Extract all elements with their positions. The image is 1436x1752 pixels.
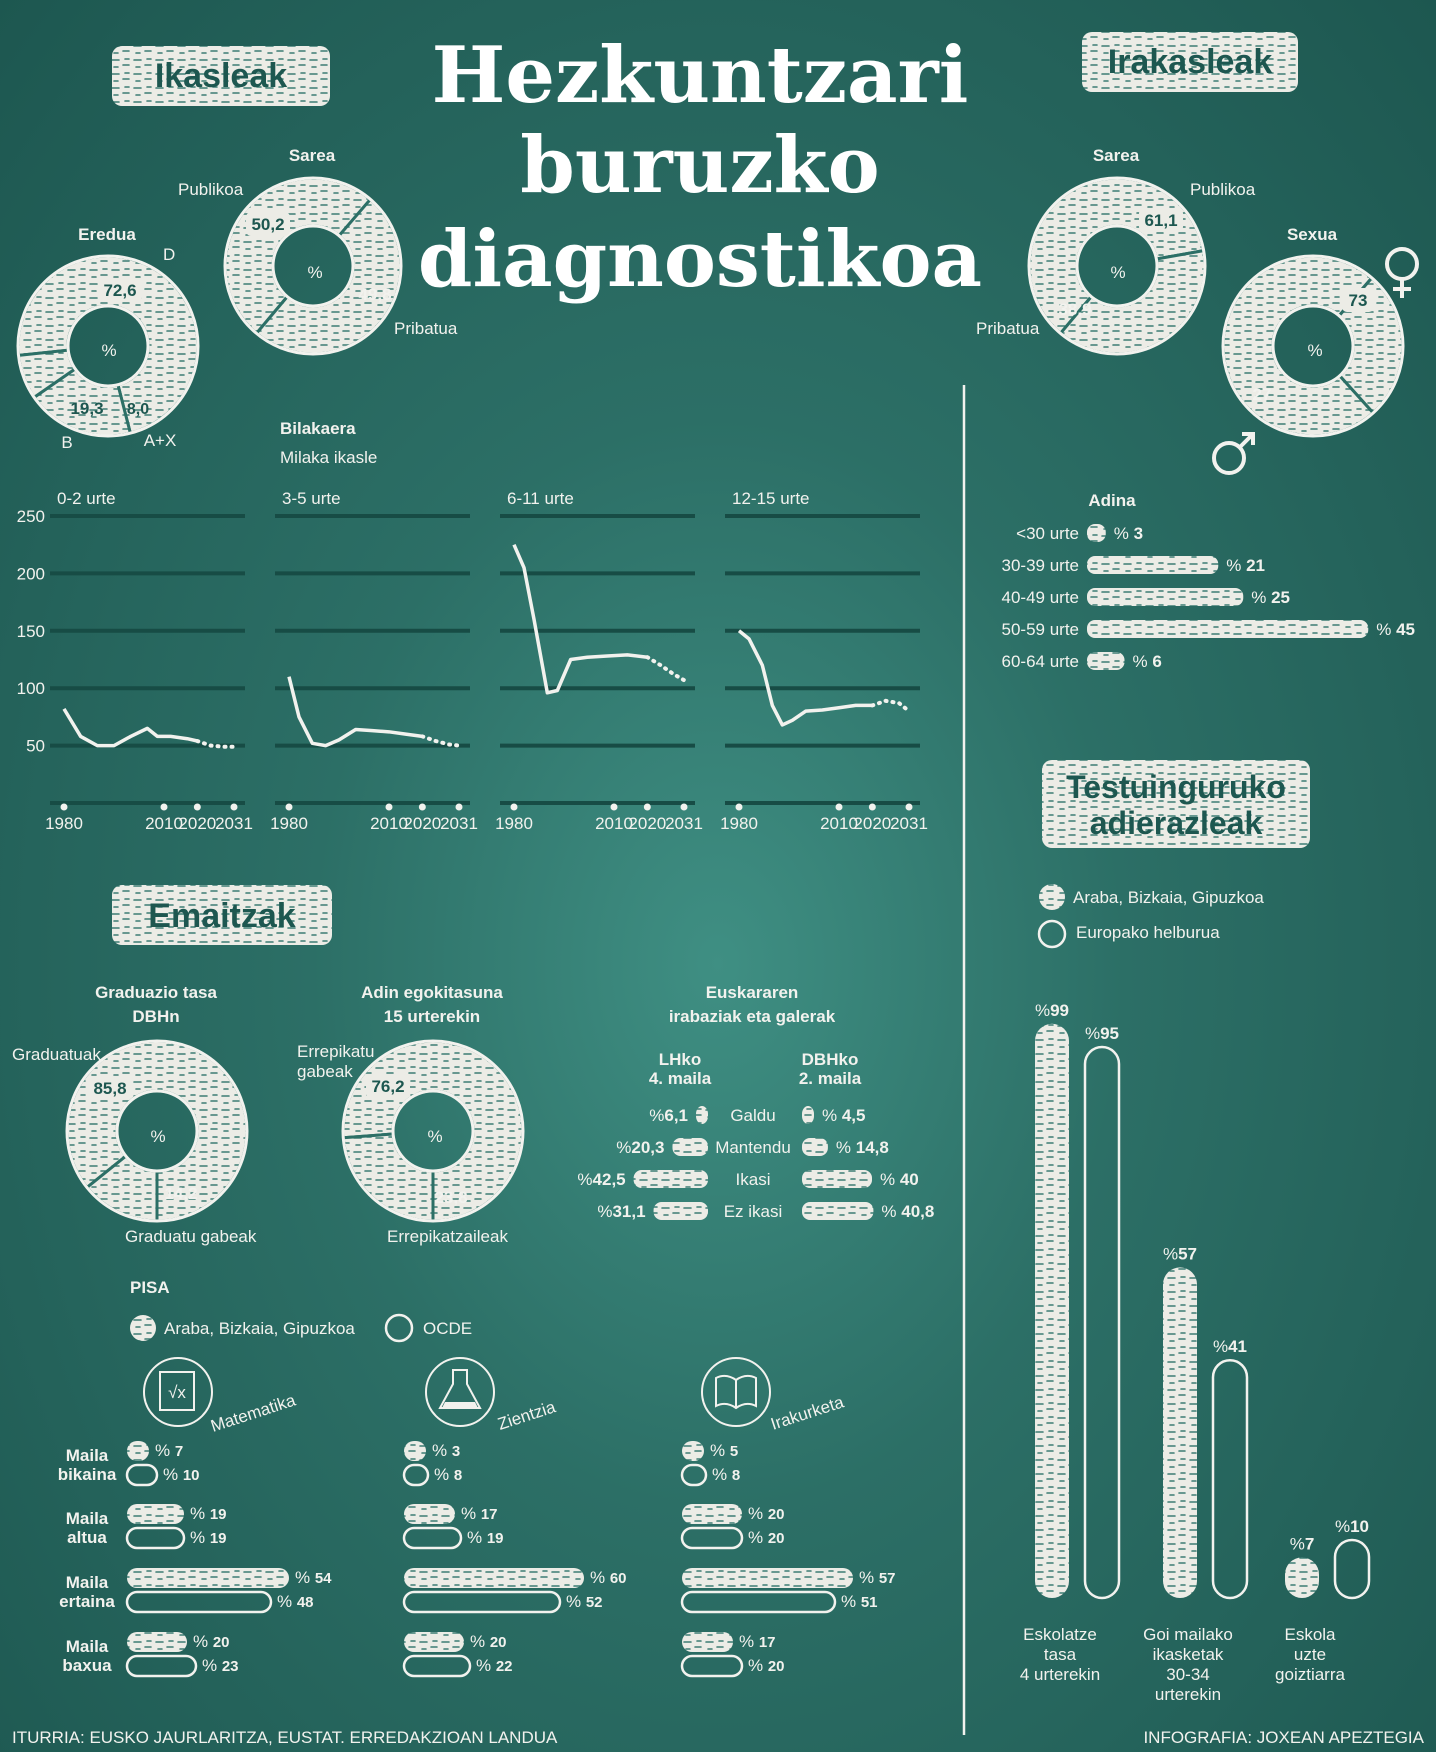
footer-source: ITURRIA: EUSKO JAURLARITZA, EUSTAT. ERREDAKZIOAN LANDUA	[12, 1728, 558, 1747]
pisa-bar-ocde	[127, 1656, 196, 1676]
bilakaera-xtick: 1980	[270, 814, 308, 833]
pisa-title: PISA	[130, 1278, 170, 1297]
pisa-bar-abg	[404, 1504, 455, 1524]
bilakaera-panel-3	[720, 489, 928, 833]
euskara-bar-dbh	[802, 1170, 872, 1188]
adin-label-norep-1: Errepikatu	[297, 1042, 375, 1061]
adina-value: % 6	[1132, 652, 1162, 671]
euskara-bar-lh	[654, 1202, 708, 1220]
context-value: %95	[1084, 1024, 1120, 1043]
zientzia-label: Zientzia	[495, 1397, 558, 1434]
eredua-chart	[18, 225, 198, 452]
pisa-bar-abg	[404, 1568, 584, 1588]
bilakaera-xtick-dot	[456, 804, 463, 811]
pisa-bar-ocde	[682, 1656, 742, 1676]
sarea-teachers-label-public: Publikoa	[1190, 180, 1256, 199]
bilakaera-y-axis	[17, 507, 45, 756]
bilakaera-panel-label: 3-5 urte	[282, 489, 341, 508]
context-value: %7	[1289, 1534, 1315, 1554]
bilakaera-projection-line	[872, 701, 909, 711]
bilakaera-projection-line	[647, 657, 684, 680]
bilakaera-ytick: 150	[16, 621, 45, 641]
sarea-teachers-title: Sarea	[1092, 146, 1140, 165]
svg-text:Irakasleak: Irakasleak	[1107, 43, 1273, 81]
bilakaera-xtick-dot	[611, 804, 618, 811]
pisa-value: % 60	[590, 1568, 627, 1587]
adin-label-norep-2: gabeak	[297, 1062, 353, 1081]
context-bar-abg	[1285, 1557, 1319, 1598]
pisa-bar-ocde	[127, 1592, 271, 1612]
pisa-level: Maila	[65, 1573, 109, 1592]
bilakaera-xtick: 2010	[370, 814, 408, 833]
context-bar-abg	[1163, 1267, 1197, 1598]
euskara-value-lh: %20,3	[616, 1138, 665, 1157]
bilakaera-panel-label: 12-15 urte	[732, 489, 810, 508]
pisa-level: Maila	[65, 1446, 109, 1465]
svg-text:√x: √x	[168, 1383, 186, 1402]
pisa-bar-abg	[127, 1441, 149, 1461]
bilakaera-xtick-dot	[231, 804, 238, 811]
euskara-value-dbh: % 40,8	[881, 1202, 935, 1221]
sarea-students-label-private: Pribatua	[394, 319, 458, 338]
bilakaera-ytick: 100	[16, 679, 45, 699]
pisa-level: ertaina	[59, 1592, 115, 1611]
bilakaera-xtick: 2020	[628, 814, 667, 833]
adina-value: % 3	[1113, 524, 1144, 543]
female-symbol-icon	[1387, 249, 1417, 298]
pisa-bar-abg	[682, 1568, 853, 1588]
bilakaera-panel-0	[45, 489, 253, 833]
math-label: Matematika	[208, 1390, 298, 1436]
pisa-value: % 20	[193, 1632, 230, 1651]
eredua-title: Eredua	[78, 225, 136, 244]
bilakaera-panel-1	[270, 489, 478, 833]
pisa-bar-abg	[127, 1632, 187, 1652]
euskara-title-2: irabaziak eta galerak	[668, 1007, 836, 1026]
section-tag-results	[112, 885, 332, 945]
sarea-students-value-public	[246, 212, 290, 236]
sarea-students-label-public: Publikoa	[178, 180, 244, 199]
bilakaera-xtick: 1980	[45, 814, 83, 833]
euskara-bar-dbh	[802, 1138, 828, 1156]
pisa-value: % 8	[434, 1465, 463, 1484]
bilakaera-xtick: 2020	[403, 814, 442, 833]
context-category: Goi mailako	[1143, 1625, 1233, 1644]
euskara-bar-dbh	[802, 1202, 873, 1220]
bilakaera-xtick: 1980	[720, 814, 758, 833]
pisa-value: % 20	[748, 1528, 785, 1547]
pisa-bar-abg	[682, 1632, 733, 1652]
context-category: Eskolatze	[1023, 1625, 1097, 1644]
svg-text:61,1: 61,1	[1144, 211, 1178, 230]
euskara-title-1: Euskararen	[705, 983, 799, 1002]
context-legend-europe	[1039, 921, 1220, 947]
bilakaera-subtitle: Milaka ikasle	[280, 448, 378, 467]
bilakaera-xtick: 2031	[440, 814, 478, 833]
euskara-chart	[577, 983, 934, 1221]
graduazio-title-2: DBHn	[132, 1007, 180, 1026]
pisa-value: % 51	[841, 1592, 878, 1611]
euskara-category: Galdu	[730, 1106, 776, 1125]
pisa-value: % 7	[155, 1441, 184, 1460]
euskara-bar-lh	[634, 1170, 708, 1188]
adina-category: 50-59 urte	[1001, 620, 1079, 639]
context-category: 30-34	[1166, 1665, 1210, 1684]
pisa-bar-abg	[682, 1441, 704, 1461]
svg-text:OCDE: OCDE	[423, 1319, 473, 1338]
graduazio-chart	[12, 983, 257, 1246]
math-icon	[144, 1358, 212, 1426]
bilakaera-xtick: 2031	[665, 814, 703, 833]
pisa-bars	[127, 1441, 896, 1676]
pisa-legend-ocde	[386, 1315, 472, 1341]
svg-text:76,2: 76,2	[371, 1077, 405, 1096]
bilakaera-actual-line	[64, 709, 197, 746]
context-category: Eskola	[1284, 1625, 1336, 1644]
sexua-percent: %	[1307, 341, 1323, 360]
pisa-level: Maila	[65, 1637, 109, 1656]
context-bar-abg	[1035, 1024, 1069, 1598]
pisa-bar-abg	[404, 1632, 464, 1652]
adina-bar	[1087, 588, 1243, 606]
svg-text:Emaitzak: Emaitzak	[148, 897, 296, 935]
adina-category: 30-39 urte	[1001, 556, 1079, 575]
pisa-legend-abg	[130, 1315, 355, 1341]
graduazio-label-nograd: Graduatu gabeak	[125, 1227, 257, 1246]
pisa-value: % 23	[202, 1656, 239, 1675]
bilakaera-title: Bilakaera	[280, 419, 356, 438]
adin-title-2: 15 urterekin	[383, 1007, 481, 1026]
bilakaera-xtick-dot	[194, 804, 201, 811]
sarea-teachers-chart	[976, 146, 1256, 354]
svg-text:adierazleak: adierazleak	[1089, 805, 1263, 841]
bilakaera-xtick: 2010	[820, 814, 858, 833]
pisa-bar-ocde	[127, 1528, 184, 1548]
sarea-teachers-label-private: Pribatua	[976, 319, 1040, 338]
eredua-value-b: 19,3	[70, 399, 104, 418]
bilakaera-actual-line	[739, 631, 872, 725]
bilakaera-xtick-dot	[286, 804, 293, 811]
sarea-teachers-value-public	[1139, 208, 1183, 232]
euskara-value-dbh: % 40	[880, 1170, 919, 1189]
context-value: %57	[1162, 1244, 1198, 1264]
bilakaera-chart	[17, 419, 928, 833]
bilakaera-actual-line	[514, 545, 647, 693]
pisa-value: % 22	[476, 1656, 513, 1675]
pisa-bar-ocde	[682, 1528, 742, 1548]
sexua-chart	[1214, 225, 1417, 473]
sarea-teachers-value-private: 38,9	[1058, 300, 1092, 319]
context-bar-europe	[1085, 1047, 1119, 1598]
bilakaera-panel-label: 0-2 urte	[57, 489, 116, 508]
footer-credit: INFOGRAFIA: JOXEAN APEZTEGIA	[1143, 1728, 1424, 1747]
sarea-students-percent: %	[307, 263, 323, 282]
adin-label-rep: Errepikatzaileak	[387, 1227, 508, 1246]
pisa-value: % 3	[432, 1441, 461, 1460]
pisa-bar-abg	[682, 1504, 742, 1524]
main-title-line-1: Hezkuntzari	[431, 30, 969, 121]
pisa-value: % 48	[277, 1592, 314, 1611]
bilakaera-ytick: 50	[26, 736, 45, 756]
eredua-value-d	[98, 278, 142, 302]
euskara-category: Ikasi	[735, 1170, 771, 1189]
pisa-value: % 20	[748, 1504, 785, 1523]
adina-value: % 25	[1251, 588, 1291, 607]
bilakaera-panels	[45, 489, 928, 833]
bilakaera-xtick: 2010	[595, 814, 633, 833]
svg-text:Ikasleak: Ikasleak	[154, 57, 288, 95]
graduazio-label-grad: Graduatuak	[12, 1045, 101, 1064]
male-symbol-icon	[1214, 434, 1253, 473]
svg-text:Araba, Bizkaia, Gipuzkoa: Araba, Bizkaia, Gipuzkoa	[164, 1319, 355, 1338]
pisa-value: % 57	[859, 1568, 896, 1587]
bilakaera-xtick-dot	[511, 804, 518, 811]
pisa-level: baxua	[62, 1656, 112, 1675]
eredua-label-ax: A+X	[143, 431, 177, 450]
bilakaera-xtick: 2031	[215, 814, 253, 833]
euskara-value-dbh: % 14,8	[835, 1138, 889, 1157]
pisa-chart	[58, 1278, 896, 1676]
context-category: urterekin	[1154, 1685, 1222, 1704]
eredua-label-d: D	[163, 245, 176, 264]
adina-title: Adina	[1088, 491, 1136, 510]
sarea-teachers-percent: %	[1110, 263, 1126, 282]
bilakaera-xtick-dot	[836, 804, 843, 811]
bilakaera-xtick: 1980	[495, 814, 533, 833]
euskara-bar-lh	[696, 1106, 708, 1124]
adin-percent: %	[427, 1127, 443, 1146]
pisa-level: Maila	[65, 1509, 109, 1528]
eredua-value-ax: 8,0	[126, 401, 150, 418]
section-tag-teachers	[1082, 32, 1298, 92]
svg-text:Europako helburua: Europako helburua	[1076, 923, 1220, 942]
pisa-value: % 5	[710, 1441, 739, 1460]
flask-icon	[426, 1358, 494, 1426]
bilakaera-xtick: 2010	[145, 814, 183, 833]
pisa-value: % 8	[712, 1465, 741, 1484]
pisa-value: % 19	[190, 1504, 227, 1523]
pisa-bar-ocde	[127, 1465, 157, 1485]
context-category: goiztiarra	[1275, 1665, 1345, 1684]
context-value: %10	[1334, 1517, 1370, 1536]
bilakaera-xtick-dot	[161, 804, 168, 811]
euskara-value-lh: %6,1	[649, 1106, 688, 1125]
irakurketa-label: Irakurketa	[768, 1392, 847, 1434]
euskara-category: Mantendu	[715, 1138, 791, 1157]
context-value: %41	[1212, 1337, 1248, 1357]
bilakaera-xtick-dot	[736, 804, 743, 811]
sexua-value-male: 27	[1252, 385, 1272, 404]
bilakaera-ytick: 250	[16, 507, 45, 526]
context-bar-europe	[1335, 1540, 1369, 1598]
context-category: tasa	[1043, 1645, 1077, 1664]
euskara-category: Ez ikasi	[723, 1202, 783, 1221]
euskara-series-lh-1: LHko	[658, 1050, 702, 1069]
section-tag-students	[112, 46, 330, 106]
adina-bar	[1087, 620, 1368, 638]
adina-bars	[1002, 524, 1416, 671]
eredua-label-b: B	[61, 433, 73, 452]
context-category: ikasketak	[1152, 1645, 1224, 1664]
context-value: %99	[1034, 1000, 1070, 1020]
adina-bar	[1087, 652, 1125, 670]
bilakaera-xtick-dot	[869, 804, 876, 811]
adina-category: 40-49 urte	[1001, 588, 1079, 607]
graduazio-value-nograd: 14,2	[164, 1184, 198, 1203]
bilakaera-xtick-dot	[644, 804, 651, 811]
pisa-bar-abg	[404, 1441, 426, 1461]
bilakaera-panel-2	[495, 489, 703, 833]
adina-category: <30 urte	[1016, 524, 1079, 543]
adina-bar	[1087, 556, 1218, 574]
sarea-students-value-private: 49,8	[358, 285, 392, 304]
section-tag-context	[1042, 760, 1310, 848]
euskara-value-lh: %42,5	[577, 1170, 626, 1189]
bilakaera-xtick-dot	[906, 804, 913, 811]
graduazio-title-1: Graduazio tasa	[95, 983, 217, 1002]
pisa-bar-ocde	[404, 1465, 428, 1485]
context-legend-abg	[1039, 884, 1264, 910]
svg-text:Testuinguruko: Testuinguruko	[1066, 769, 1286, 805]
sarea-students-title: Sarea	[288, 146, 336, 165]
adina-chart	[1002, 491, 1416, 671]
pisa-bar-ocde	[404, 1528, 461, 1548]
pisa-value: % 54	[295, 1568, 332, 1587]
svg-text:85,8: 85,8	[93, 1079, 127, 1098]
adina-value: % 45	[1376, 620, 1416, 639]
context-category: 4 urterekin	[1019, 1665, 1101, 1684]
context-bars	[1020, 1001, 1369, 1704]
context-bar-europe	[1213, 1360, 1247, 1598]
euskara-value-lh: %31,1	[597, 1202, 646, 1221]
pisa-value: % 10	[163, 1465, 200, 1484]
pisa-value: % 17	[739, 1632, 776, 1651]
pisa-bar-abg	[127, 1568, 289, 1588]
main-title-line-3: diagnostikoa	[417, 214, 983, 305]
bilakaera-xtick-dot	[681, 804, 688, 811]
bilakaera-ytick: 200	[16, 564, 45, 584]
context-chart	[1020, 884, 1369, 1704]
book-icon	[702, 1358, 770, 1426]
adin-egokitasuna-chart	[297, 983, 523, 1246]
pisa-bar-ocde	[404, 1592, 560, 1612]
pisa-level: altua	[67, 1528, 107, 1547]
pisa-value: % 20	[748, 1656, 785, 1675]
euskara-bars	[577, 1106, 934, 1221]
adin-value-rep: 23,8	[434, 1188, 468, 1207]
pisa-levels	[58, 1446, 117, 1675]
adin-value-norep	[366, 1074, 410, 1098]
bilakaera-panel-label: 6-11 urte	[507, 489, 574, 508]
euskara-value-dbh: % 4,5	[822, 1106, 866, 1125]
adina-category: 60-64 urte	[1001, 652, 1079, 671]
svg-text:Araba, Bizkaia, Gipuzkoa: Araba, Bizkaia, Gipuzkoa	[1073, 888, 1264, 907]
graduazio-value-grad	[88, 1076, 132, 1100]
bilakaera-xtick: 2020	[853, 814, 892, 833]
svg-text:73: 73	[1348, 291, 1368, 310]
bilakaera-xtick: 2020	[178, 814, 217, 833]
pisa-value: % 52	[566, 1592, 603, 1611]
euskara-bar-dbh	[802, 1106, 814, 1124]
sarea-students-chart	[178, 146, 458, 354]
euskara-bar-lh	[672, 1138, 708, 1156]
euskara-series-lh-2: 4. maila	[648, 1069, 712, 1088]
pisa-bar-ocde	[404, 1656, 470, 1676]
bilakaera-xtick-dot	[61, 804, 68, 811]
adina-bar	[1087, 524, 1106, 542]
bilakaera-xtick-dot	[386, 804, 393, 811]
euskara-series-dbh-1: DBHko	[801, 1050, 859, 1069]
pisa-value: % 17	[461, 1504, 498, 1523]
adina-value: % 21	[1226, 556, 1266, 575]
main-title-line-2: buruzko	[520, 120, 880, 211]
svg-text:72,6: 72,6	[103, 281, 137, 300]
pisa-level: bikaina	[57, 1465, 117, 1484]
sexua-value-female	[1342, 288, 1374, 312]
sexua-title: Sexua	[1286, 225, 1338, 244]
sexua-slice-0	[1223, 256, 1373, 436]
bilakaera-xtick: 2031	[890, 814, 928, 833]
pisa-bar-ocde	[682, 1465, 706, 1485]
pisa-bar-abg	[127, 1504, 184, 1524]
graduazio-percent: %	[150, 1127, 166, 1146]
context-category: uzte	[1293, 1645, 1327, 1664]
adin-title-1: Adin egokitasuna	[361, 983, 503, 1002]
pisa-value: % 19	[467, 1528, 504, 1547]
svg-text:50,2: 50,2	[251, 215, 285, 234]
euskara-series-dbh-2: 2. maila	[798, 1069, 862, 1088]
pisa-bar-ocde	[682, 1592, 835, 1612]
bilakaera-xtick-dot	[419, 804, 426, 811]
pisa-value: % 20	[470, 1632, 507, 1651]
eredua-percent: %	[101, 341, 117, 360]
pisa-value: % 19	[190, 1528, 227, 1547]
